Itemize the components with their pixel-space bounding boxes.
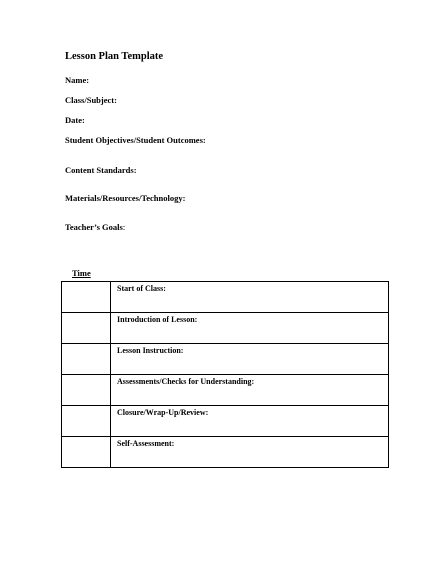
teachers-goals-field-label — [65, 222, 125, 232]
time-column-header: Time — [72, 268, 91, 278]
table-row — [62, 282, 389, 313]
time-cell[interactable] — [62, 375, 111, 406]
activity-cell-introduction[interactable]: Introduction of Lesson: — [111, 313, 389, 344]
date-field-label: Date: — [65, 115, 85, 125]
table-row — [62, 437, 389, 468]
activity-cell-closure[interactable]: Closure/Wrap-Up/Review: — [111, 406, 389, 437]
materials-field-label: Materials/Resources/Technology: — [65, 193, 186, 203]
activity-cell-start-of-class[interactable]: Start of Class: — [111, 282, 389, 313]
name-field-label: Name: — [65, 75, 90, 85]
time-cell[interactable] — [62, 406, 111, 437]
objectives-field-label: Student Objectives/Student Outcomes: — [65, 135, 206, 145]
time-cell[interactable] — [62, 282, 111, 313]
activity-cell-instruction[interactable]: Lesson Instruction: — [111, 344, 389, 375]
time-cell[interactable] — [62, 313, 111, 344]
activity-cell-self-assessment[interactable]: Self-Assessment: — [111, 437, 389, 468]
time-cell[interactable] — [62, 344, 111, 375]
table-row — [62, 313, 389, 344]
class-subject-field-label: Class/Subject: — [65, 95, 117, 105]
activity-cell-assessments[interactable]: Assessments/Checks for Understanding: — [111, 375, 389, 406]
table-row — [62, 375, 389, 406]
document-title: Lesson Plan Template — [65, 51, 164, 62]
teachers-goals-colon: : — [122, 222, 126, 232]
lesson-schedule-table — [61, 281, 389, 468]
content-standards-field-label: Content Standards: — [65, 165, 137, 175]
time-cell[interactable] — [62, 437, 111, 468]
table-row — [62, 344, 389, 375]
table-row — [62, 406, 389, 437]
teachers-goals-text: Teacher’s Goals — [65, 222, 123, 232]
